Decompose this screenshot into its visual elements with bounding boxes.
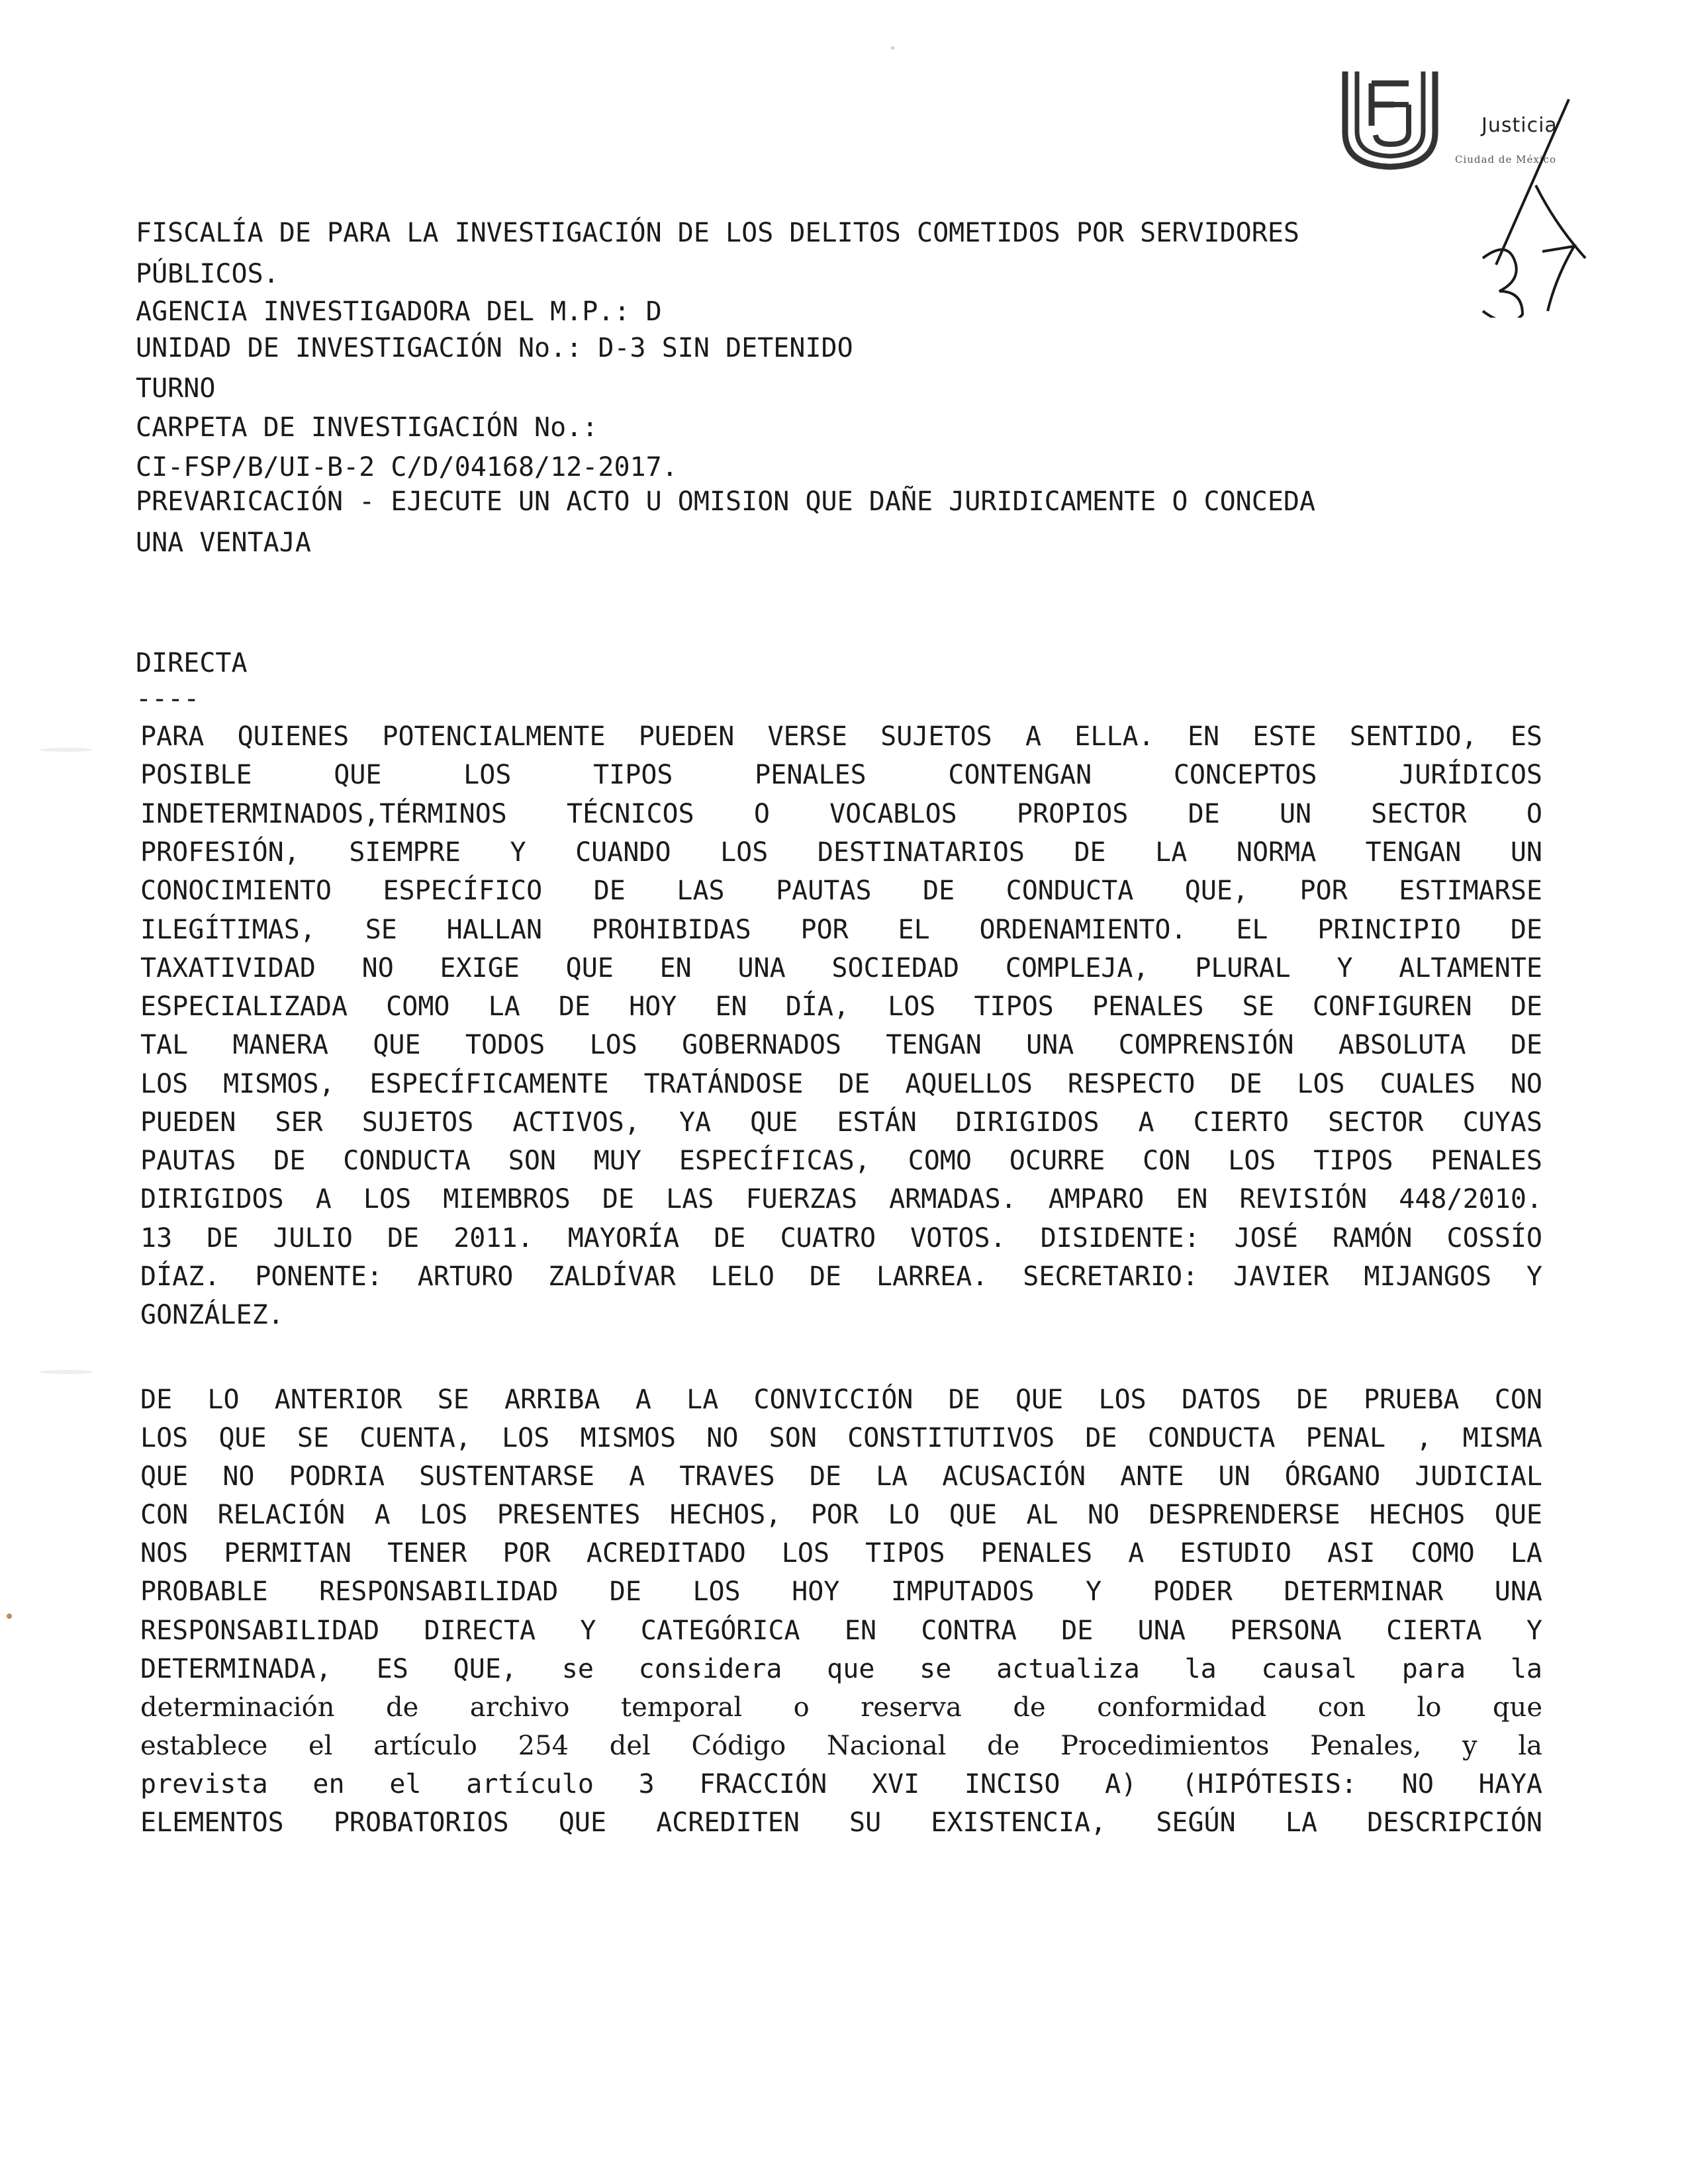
paragraph-2-line: LOS QUE SE CUENTA, LOS MISMOS NO SON CONSTITUTIVOS DE CONDUCTA PENAL , MISMA: [140, 1423, 1542, 1453]
paragraph-1-line: LOS MISMOS, ESPECÍFICAMENTE TRATÁNDOSE DE AQUELLOS RESPECTO DE LOS CUALES NO: [140, 1069, 1542, 1099]
paragraph-1-line: PROFESIÓN, SIEMPRE Y CUANDO LOS DESTINATARIOS DE LA NORMA TENGAN UN: [140, 837, 1542, 868]
scan-speck: [891, 46, 894, 50]
header-line: AGENCIA INVESTIGADORA DEL M.P.: D: [136, 296, 662, 327]
paragraph-2-line: RESPONSABILIDAD DIRECTA Y CATEGÓRICA EN CONTRA DE UNA PERSONA CIERTA Y: [140, 1615, 1542, 1646]
header-line: FISCALÍA DE PARA LA INVESTIGACIÓN DE LOS DELITOS COMETIDOS POR SERVIDORES: [136, 218, 1299, 248]
paragraph-1-line: CONOCIMIENTO ESPECÍFICO DE LAS PAUTAS DE CONDUCTA QUE, POR ESTIMARSE: [140, 876, 1542, 906]
paragraph-2-line: determinación de archivo temporal o reserva de conformidad con lo que: [140, 1692, 1542, 1723]
scan-shadow: [40, 1370, 93, 1374]
paragraph-1-line: PARA QUIENES POTENCIALMENTE PUEDEN VERSE SUJETOS A ELLA. EN ESTE SENTIDO, ES: [140, 721, 1542, 752]
paragraph-1-line: POSIBLE QUE LOS TIPOS PENALES CONTENGAN CONCEPTOS JURÍDICOS: [140, 760, 1542, 790]
handwritten-folio-number: [1470, 93, 1589, 318]
paragraph-1-line: INDETERMINADOS,TÉRMINOS TÉCNICOS O VOCABLOS PROPIOS DE UN SECTOR O: [140, 799, 1542, 829]
paragraph-1-line: DÍAZ. PONENTE: ARTURO ZALDÍVAR LELO DE LARREA. SECRETARIO: JAVIER MIJANGOS Y: [140, 1261, 1542, 1292]
scan-shadow: [40, 748, 93, 752]
paragraph-2-line: NOS PERMITAN TENER POR ACREDITADO LOS TIPOS PENALES A ESTUDIO ASI COMO LA: [140, 1538, 1542, 1569]
scan-speck: [7, 1614, 12, 1619]
paragraph-1-line: GONZÁLEZ.: [140, 1300, 284, 1330]
logo-word: Justicia: [1481, 114, 1558, 137]
paragraph-2-line: prevista en el artículo 3 FRACCIÓN XVI INCISO A) (HIPÓTESIS: NO HAYA: [140, 1769, 1542, 1799]
paragraph-2-line: ELEMENTOS PROBATORIOS QUE ACREDITEN SU EXISTENCIA, SEGÚN LA DESCRIPCIÓN: [140, 1807, 1542, 1838]
paragraph-2-line: DE LO ANTERIOR SE ARRIBA A LA CONVICCIÓN DE QUE LOS DATOS DE PRUEBA CON: [140, 1385, 1542, 1415]
header-line: PÚBLICOS.: [136, 259, 279, 289]
paragraph-1-line: DIRIGIDOS A LOS MIEMBROS DE LAS FUERZAS ARMADAS. AMPARO EN REVISIÓN 448/2010.: [140, 1184, 1542, 1214]
paragraph-1-line: ESPECIALIZADA COMO LA DE HOY EN DÍA, LOS TIPOS PENALES SE CONFIGUREN DE: [140, 991, 1542, 1022]
fgj-emblem-icon: [1337, 66, 1443, 172]
header-line: TURNO: [136, 373, 216, 404]
header-line: CARPETA DE INVESTIGACIÓN No.:: [136, 412, 598, 443]
paragraph-2-line: establece el artículo 254 del Código Nacional de Procedimientos Penales, y la: [140, 1731, 1542, 1761]
section-title: DIRECTA: [136, 648, 248, 678]
paragraph-1-line: 13 DE JULIO DE 2011. MAYORÍA DE CUATRO VOTOS. DISIDENTE: JOSÉ RAMÓN COSSÍO: [140, 1223, 1542, 1253]
paragraph-1-line: TAL MANERA QUE TODOS LOS GOBERNADOS TENGAN UNA COMPRENSIÓN ABSOLUTA DE: [140, 1030, 1542, 1060]
header-line: UNA VENTAJA: [136, 527, 311, 558]
paragraph-1-line: PUEDEN SER SUJETOS ACTIVOS, YA QUE ESTÁN DIRIGIDOS A CIERTO SECTOR CUYAS: [140, 1107, 1542, 1138]
header-line: CI-FSP/B/UI-B-2 C/D/04168/12-2017.: [136, 452, 678, 482]
paragraph-2-line: CON RELACIÓN A LOS PRESENTES HECHOS, POR LO QUE AL NO DESPRENDERSE HECHOS QUE: [140, 1500, 1542, 1530]
header-line: UNIDAD DE INVESTIGACIÓN No.: D-3 SIN DETENIDO: [136, 333, 853, 363]
logo-subtitle: Ciudad de México: [1455, 154, 1557, 165]
paragraph-1-line: ILEGÍTIMAS, SE HALLAN PROHIBIDAS POR EL ORDENAMIENTO. EL PRINCIPIO DE: [140, 915, 1542, 945]
paragraph-2-line: DETERMINADA, ES QUE, se considera que se actualiza la causal para la: [140, 1654, 1542, 1684]
paragraph-1-line: TAXATIVIDAD NO EXIGE QUE EN UNA SOCIEDAD COMPLEJA, PLURAL Y ALTAMENTE: [140, 953, 1542, 983]
section-rule: ----: [136, 684, 200, 714]
paragraph-2-line: QUE NO PODRIA SUSTENTARSE A TRAVES DE LA ACUSACIÓN ANTE UN ÓRGANO JUDICIAL: [140, 1461, 1542, 1492]
header-line: PREVARICACIÓN - EJECUTE UN ACTO U OMISION QUE DAÑE JURIDICAMENTE O CONCEDA: [136, 486, 1316, 517]
paragraph-2-line: PROBABLE RESPONSABILIDAD DE LOS HOY IMPUTADOS Y PODER DETERMINAR UNA: [140, 1576, 1542, 1607]
paragraph-1-line: PAUTAS DE CONDUCTA SON MUY ESPECÍFICAS, COMO OCURRE CON LOS TIPOS PENALES: [140, 1146, 1542, 1176]
